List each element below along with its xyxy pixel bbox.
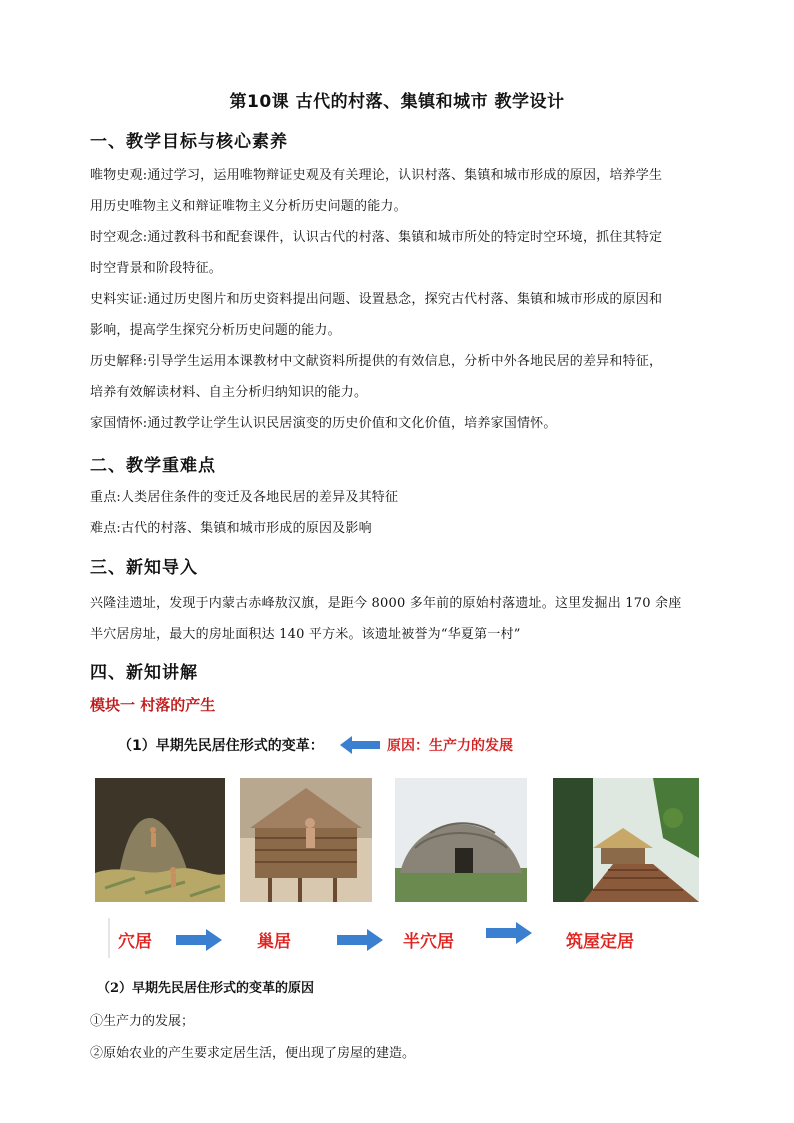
text-line: 时空背景和阶段特征。 — [90, 261, 223, 276]
subheading-change-reasons: （2）早期先民居住形式的变革的原因 — [97, 981, 315, 996]
cave-dwelling-image — [95, 778, 225, 902]
reason-item: ②原始农业的产生要求定居生活，便出现了房屋的建造。 — [90, 1046, 416, 1061]
arrow-right-icon — [486, 922, 532, 944]
section-heading-objectives: 一、教学目标与核心素养 — [90, 132, 288, 152]
arrow-left-icon — [340, 736, 380, 754]
introduction-text — [90, 588, 710, 650]
key-points-text — [90, 482, 710, 544]
reason-label: 原因：生产力的发展 — [387, 738, 513, 754]
text-line: 难点:古代的村落、集镇和城市形成的原因及影响 — [90, 521, 372, 536]
section-heading-introduction: 三、新知导入 — [90, 558, 198, 578]
arrow-right-icon — [337, 929, 383, 951]
text-line: 半穴居房址，最大的房址面积达 140 平方米。该遗址被誉为“华夏第一村” — [90, 627, 521, 642]
text-line: 时空观念:通过教科书和配套课件，认识古代的村落、集镇和城市所处的特定时空环境，抓住其特定 — [90, 230, 663, 245]
text-line: 培养有效解读材料、自主分析归纳知识的能力。 — [90, 385, 368, 400]
section-heading-key-points: 二、教学重难点 — [90, 456, 216, 476]
page-title: 第10课 古代的村落、集镇和城市 教学设计 — [229, 92, 565, 112]
arrow-right-icon — [176, 929, 222, 951]
stage-label-cave: 穴居 — [118, 932, 152, 952]
semi-cave-dwelling-image — [395, 778, 527, 902]
nest-dwelling-image — [240, 778, 372, 902]
stage-label-nest: 巢居 — [257, 932, 291, 952]
section-heading-new-knowledge: 四、新知讲解 — [90, 663, 198, 683]
text-line: 重点:人类居住条件的变迁及各地民居的差异及其特征 — [90, 490, 399, 505]
text-line: 影响，提高学生探究分析历史问题的能力。 — [90, 323, 341, 338]
objectives-text — [90, 160, 710, 439]
text-line: 史料实证:通过历史图片和历史资料提出问题、设置悬念，探究古代村落、集镇和城市形成的原因和 — [90, 292, 663, 307]
reason-item: ①生产力的发展； — [90, 1014, 195, 1029]
text-line: 兴隆洼遗址，发现于内蒙古赤峰敖汉旗，是距今 8000 多年前的原始村落遗址。这里发掘出 170 余座 — [90, 596, 682, 611]
text-line: 唯物史观:通过学习，运用唯物辩证史观及有关理论，认识村落、集镇和城市形成的原因，培养学生 — [90, 168, 663, 183]
text-line: 历史解释:引导学生运用本课教材中文献资料所提供的有效信息，分析中外各地民居的差异和特征， — [90, 354, 663, 369]
text-line: 家国情怀:通过教学让学生认识民居演变的历史价值和文化价值，培养家国情怀。 — [90, 416, 557, 431]
stage-label-settled-house: 筑屋定居 — [566, 932, 634, 952]
stage-label-semi-cave: 半穴居 — [403, 932, 454, 952]
divider — [108, 918, 110, 958]
text-line: 用历史唯物主义和辩证唯物主义分析历史问题的能力。 — [90, 199, 407, 214]
settled-house-image — [553, 778, 699, 902]
subheading-dwelling-change: （1）早期先民居住形式的变革： — [118, 738, 324, 754]
module-title: 模块一 村落的产生 — [90, 696, 216, 714]
